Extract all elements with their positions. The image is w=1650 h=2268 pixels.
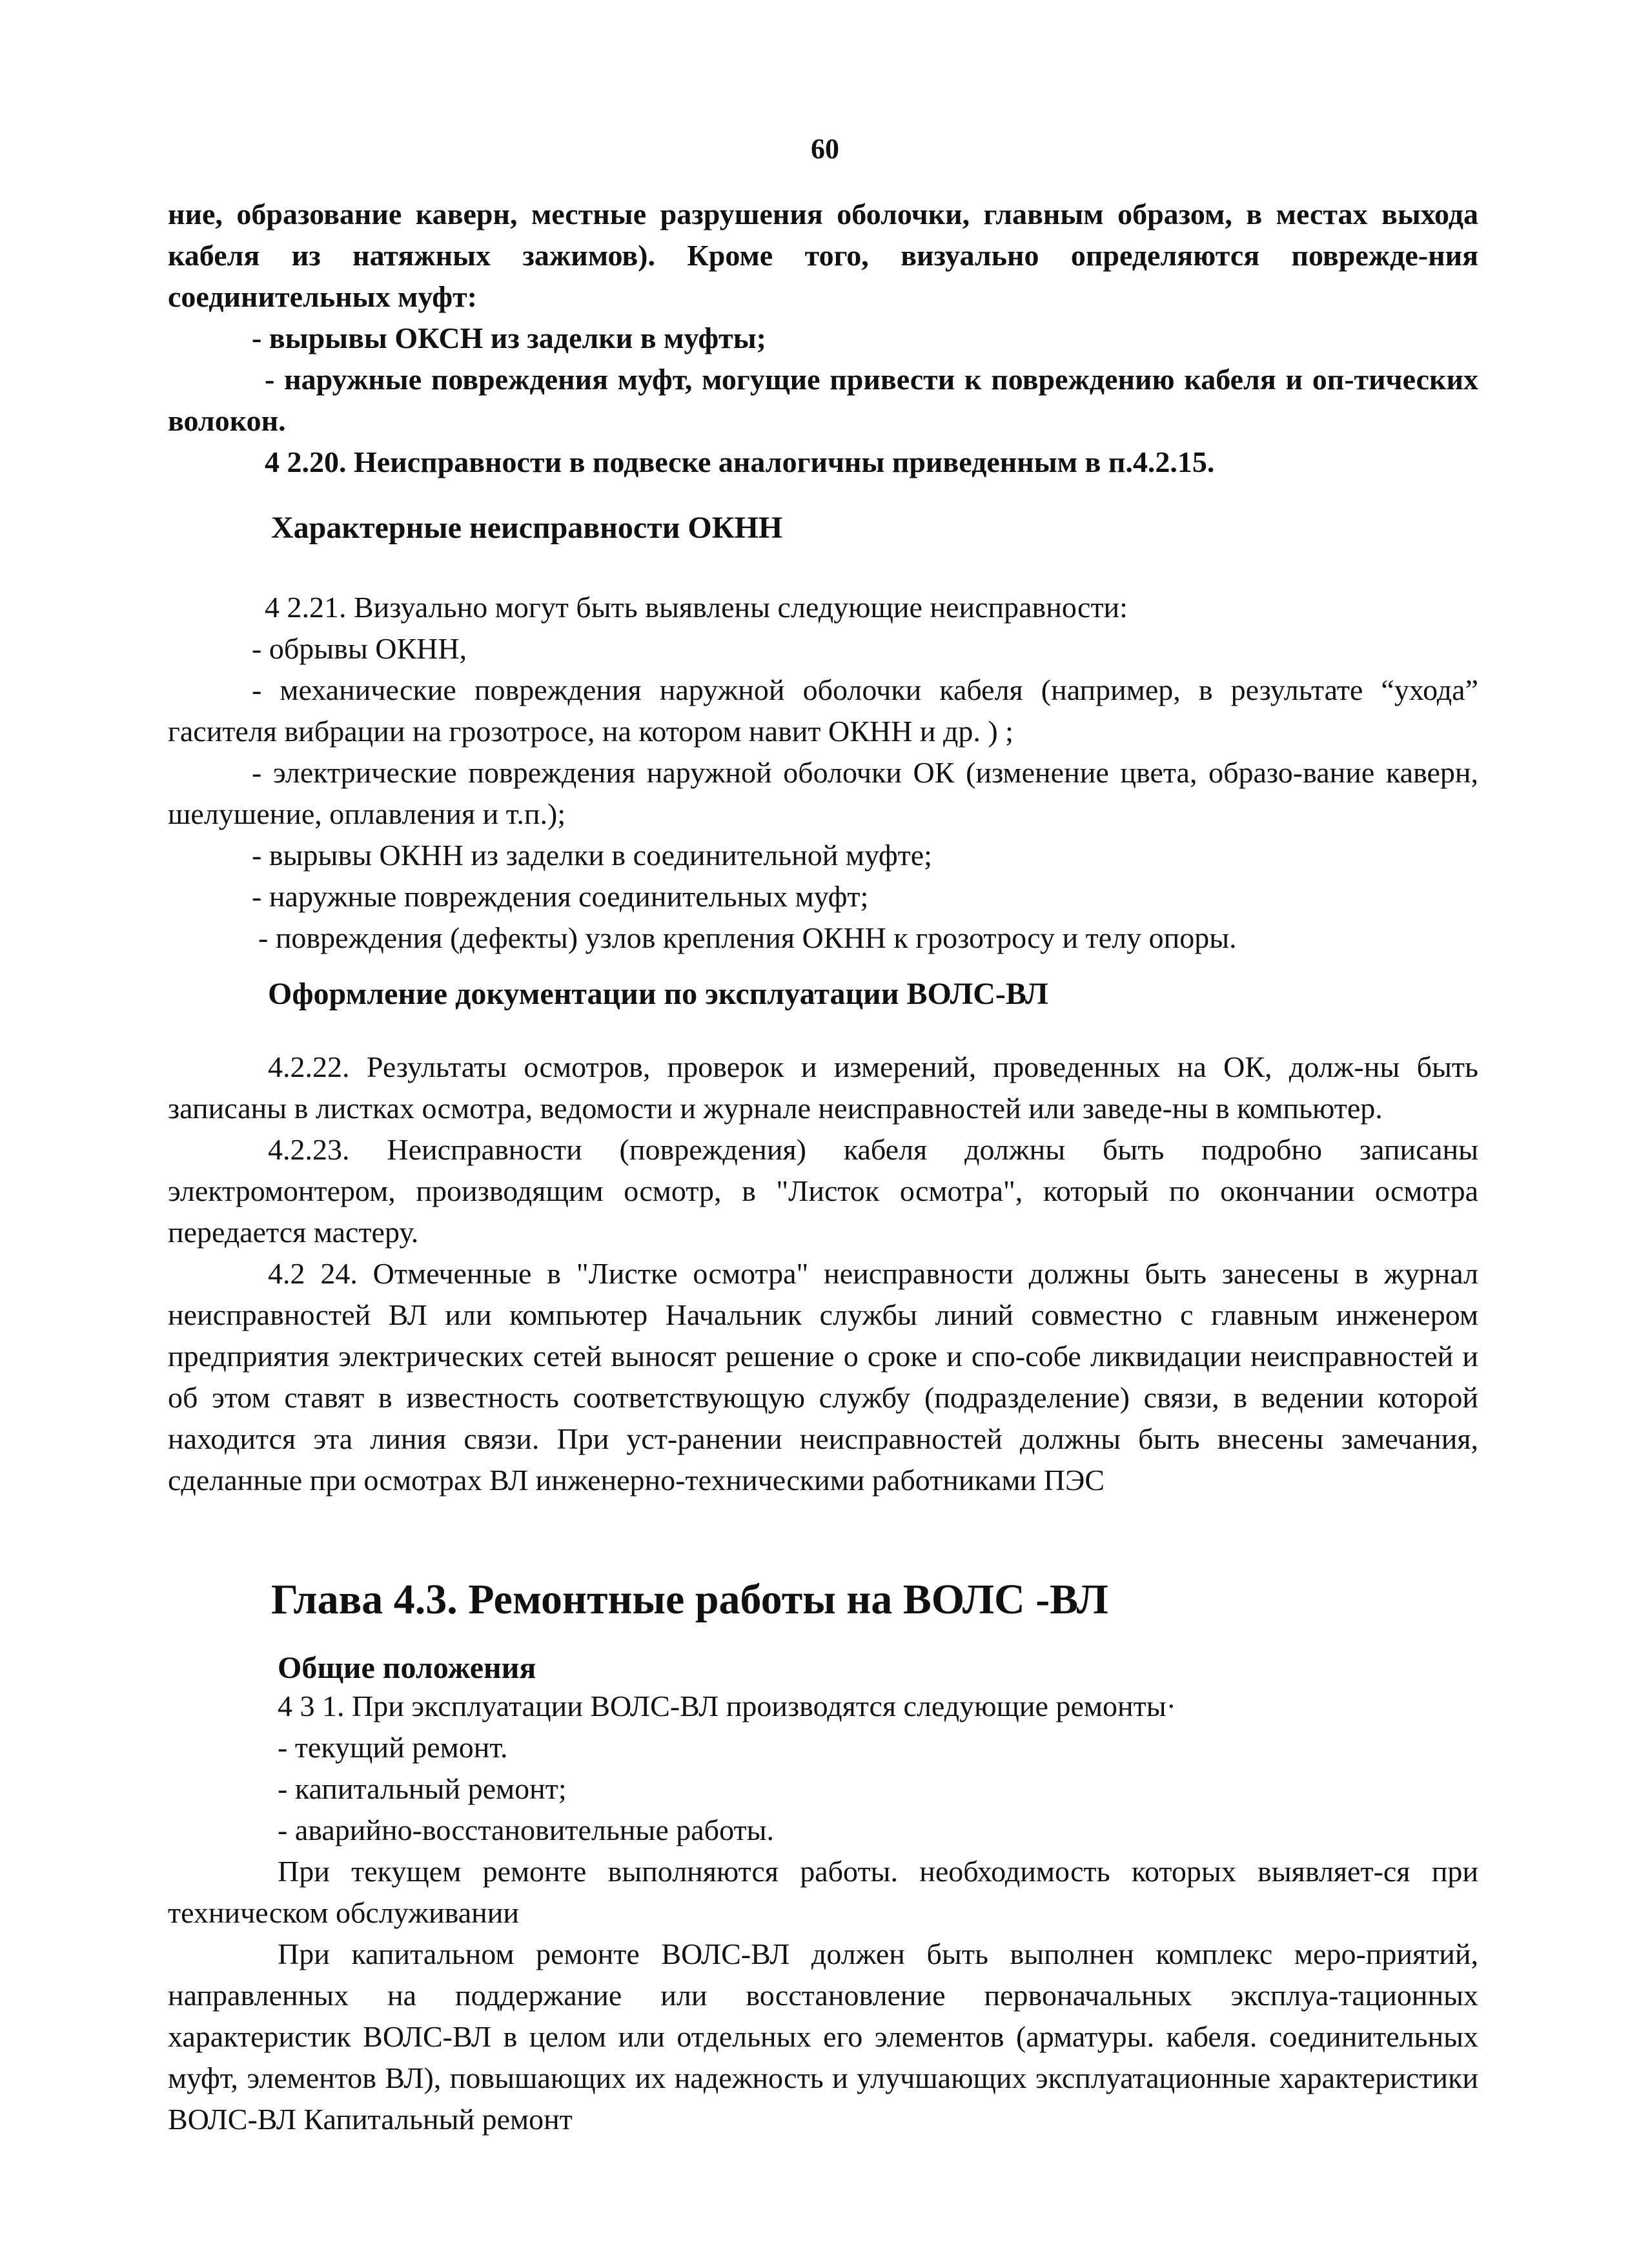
list-item: - вырывы ОКСН из заделки в муфты; xyxy=(252,322,766,354)
list-item: - наружные повреждения соединительных муфт; xyxy=(252,880,869,913)
list-item: - вырывы ОКНН из заделки в соединительной муфте; xyxy=(252,839,932,872)
paragraph: При текущем ремонте выполняются работы. необходимость которых выявляет-ся при техническом обслуживании xyxy=(168,1855,1478,1929)
paragraph: При капитальном ремонте ВОЛС-ВЛ должен быть выполнен комплекс меро-приятий, направленных на поддержание или восстановление первоначальных эксплуа-тационных характеристик ВОЛС-ВЛ в целом или отдельных его элементов (арматуры. кабеля. соединительных муфт, элементов ВЛ), повышающих их надежность и улучшающих эксплуатационные характеристики ВОЛС-ВЛ Капитальный ремонт xyxy=(168,1937,1478,2136)
section-heading: Характерные неисправности ОКНН xyxy=(271,511,783,545)
page-number: 60 xyxy=(811,133,839,165)
chapter-section xyxy=(168,1575,1478,2140)
paragraph: 4 3 1. При эксплуатации ВОЛС-ВЛ производятся следующие ремонты· xyxy=(278,1690,1176,1722)
paragraph: 4.2.23. Неисправности (повреждения) кабеля должны быть подробно записаны электромонтером, производящим осмотр, в "Листок осмотра", который по окончании осмотра передается мастеру. xyxy=(168,1133,1478,1249)
paragraph: 4 2.20. Неисправности в подвеске аналогичны приведенным в п.4.2.15. xyxy=(265,445,1215,478)
section-heading: Оформление документации по эксплуатации ВОЛС-ВЛ xyxy=(268,977,1048,1011)
subsection-heading: Общие положения xyxy=(278,1651,536,1685)
section-documentation xyxy=(168,976,1478,1501)
paragraph: 4 2.21. Визуально могут быть выявлены следующие неисправности: xyxy=(265,591,1128,624)
paragraph: 4.2.22. Результаты осмотров, проверок и измерений, проведенных на ОК, долж-ны быть записаны в листках осмотра, ведомости и журнале неисправностей или заведе-ны в компьютер. xyxy=(168,1050,1478,1125)
top-section xyxy=(168,194,1478,483)
paragraph: ние, образование каверн, местные разрушения оболочки, главным образом, в местах выхода кабеля из натяжных зажимов). Кроме того, визуально определяются поврежде-ния соединительных муфт: xyxy=(168,198,1478,313)
list-item: - обрывы ОКНН, xyxy=(252,632,467,665)
list-item: - наружные повреждения муфт, могущие привести к повреждению кабеля и оп-тических волокон. xyxy=(168,363,1478,437)
list-item: - аварийно-восстановительные работы. xyxy=(278,1813,774,1846)
list-item: - электрические повреждения наружной оболочки ОК (изменение цвета, образо-вание каверн, шелушение, оплавления и т.п.); xyxy=(168,756,1478,830)
list-item: - механические повреждения наружной оболочки кабеля (например, в результате “ухода” гасителя вибрации на грозотросе, на котором навит ОКНН и др. ) ; xyxy=(168,673,1478,748)
paragraph: 4.2 24. Отмеченные в "Листке осмотра" неисправности должны быть занесены в журнал неисправностей ВЛ или компьютер Начальник службы линий совместно с главным инженером предприятия электрических сетей выносят решение о сроке и спо-собе ликвидации неисправностей и об этом ставят в известность соответствующую службу (подразделение) связи, в ведении которой находится эта линия связи. При уст-ранении неисправностей должны быть внесены замечания, сделанные при осмотрах ВЛ инженерно-техническими работниками ПЭС xyxy=(168,1257,1478,1497)
list-item: - капитальный ремонт; xyxy=(278,1772,567,1805)
list-item: - текущий ремонт. xyxy=(278,1731,508,1764)
list-item: - повреждения (дефекты) узлов крепления ОКНН к грозотросу и телу опоры. xyxy=(258,921,1237,954)
chapter-title: Глава 4.3. Ремонтные работы на ВОЛС -ВЛ xyxy=(271,1576,1108,1623)
section-okhn xyxy=(168,510,1478,959)
